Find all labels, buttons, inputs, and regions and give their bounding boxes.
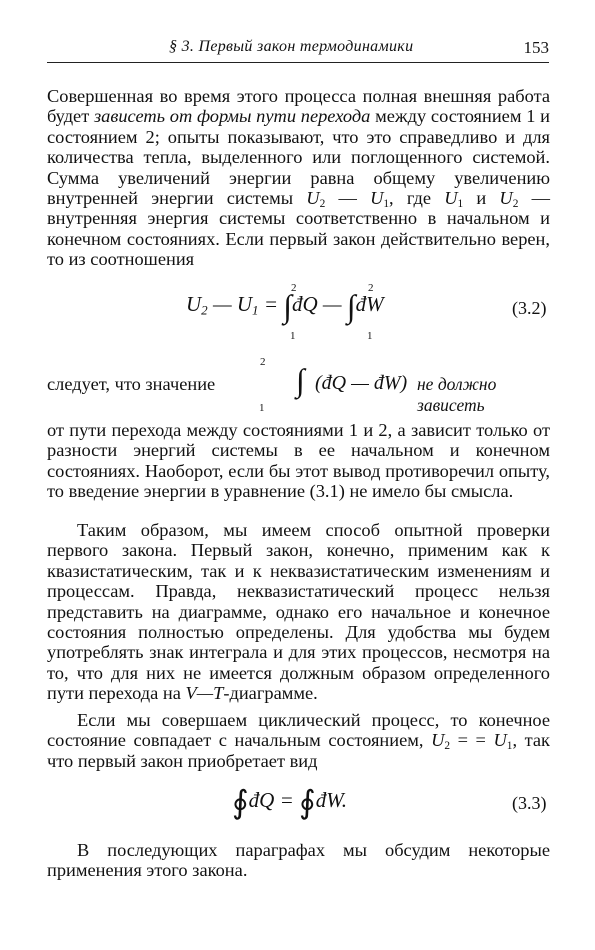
integral-sign: ∫ xyxy=(346,288,356,324)
paragraph-2: от пути перехода между состояниями 1 и 2, а зависит только от разности энергий системы в ее начальном и конечном состояниях. Наоборот, если бы этот вывод противоречил опыту, то введение энергии в уравнение (3.1) не имело бы смысла. xyxy=(47,420,550,502)
eq-term: đQ xyxy=(248,788,275,812)
p1-italic-phrase: зависеть от формы пути перехода xyxy=(93,106,371,127)
subscript: 2 xyxy=(444,740,451,753)
p4-text-2: = = xyxy=(450,730,494,751)
contour-integral-sign: ∮ xyxy=(299,784,316,820)
inline-expression: (đQ — đW) xyxy=(315,372,408,394)
paragraph-3 xyxy=(47,520,550,704)
integral-upper-limit: 2 xyxy=(291,282,297,294)
eq-symbol: U xyxy=(186,292,202,316)
subscript: 2 xyxy=(512,197,519,210)
contour-integral-sign: ∮ xyxy=(232,784,249,820)
p4-text-3: , так что первый закон приобретает вид xyxy=(47,730,550,771)
integral-upper-limit: 2 xyxy=(368,282,374,294)
integral-upper-limit: 2 xyxy=(260,356,266,368)
equation-3-3 xyxy=(232,784,348,820)
p1-text-3: , где xyxy=(389,188,445,209)
equation-number: (3.2) xyxy=(512,298,547,318)
subscript: 2 xyxy=(319,197,326,210)
paragraph-1 xyxy=(47,86,550,270)
eq-subscript: 2 xyxy=(201,302,208,318)
integral-lower-limit: 1 xyxy=(367,330,373,342)
eq-symbol: U xyxy=(236,292,253,316)
p3-text-2: -диаграмме. xyxy=(223,683,318,704)
header-rule xyxy=(47,62,549,63)
eq-operator: = xyxy=(258,292,284,316)
dash: — xyxy=(325,188,371,209)
symbol-u: U xyxy=(499,188,513,209)
symbol-u: U xyxy=(370,188,384,209)
paragraph-4 xyxy=(47,710,550,771)
inline-integral-line: следует, что значение ∫ (đQ — đW) не должно зависеть xyxy=(47,372,550,402)
p1-text-4: и xyxy=(463,188,500,209)
subscript: 1 xyxy=(383,197,390,210)
symbol-u: U xyxy=(444,188,458,209)
symbol-u: U xyxy=(306,188,320,209)
integral-sign: ∫ xyxy=(283,288,292,324)
eq-operator: = xyxy=(274,788,300,812)
p4-text-1: Если мы совершаем циклический процесс, то конечное состояние совпадает с начальным состоянием, xyxy=(47,710,550,751)
inline-text-before: следует, что значение xyxy=(47,374,216,394)
subscript: 1 xyxy=(457,197,464,210)
symbol-u: U xyxy=(431,730,445,751)
eq-operator: — xyxy=(207,292,237,316)
equation-3-2 xyxy=(186,288,384,324)
subscript: 1 xyxy=(506,740,513,753)
p1-text-2: между состоянием 1 и состоянием 2; опыты показывают, что это справедливо и для количества тепла, выделенного или поглощенного системой. Сумма увеличений энергии равна общему увеличению внутренней энергии системы xyxy=(47,106,550,209)
p1-text-5: — внутренняя энергия системы соответственно в начальном и конечном состояниях. Если первый закон действительно верен, то из соотношения xyxy=(47,188,550,270)
p3-text-1: Таким образом, мы имеем способ опытной проверки первого закона. Первый закон, конечно, применим как к квазистатическим, так и к неквазистатическим изменениям и процессам. Правда, неквазистатический процесс нельзя представить на диаграмме, однако его начальное и конечное состояния полностью определены. Для удобства мы будем употреблять знак интеграла и для этих процессов, несмотря на то, что для них не имеется должным образом определенного пути перехода на xyxy=(47,520,550,704)
eq-operator: — xyxy=(317,292,347,316)
page-header xyxy=(47,38,549,64)
eq-subscript: 1 xyxy=(252,302,259,318)
p1-text-1: Совершенная во время этого процесса полная внешняя работа будет xyxy=(47,86,550,127)
equation-number: (3.3) xyxy=(512,793,547,813)
eq-term: đQ xyxy=(292,292,318,316)
integral-lower-limit: 1 xyxy=(290,330,296,342)
paragraph-5: В последующих параграфах мы обсудим некоторые применения этого закона. xyxy=(47,840,550,881)
eq-term: đW. xyxy=(315,788,348,812)
symbol-u: U xyxy=(493,730,507,751)
p3-math-vt: V—T xyxy=(185,683,224,704)
inline-text-after: не должно зависеть xyxy=(417,374,497,415)
page-number: 153 xyxy=(523,38,549,57)
eq-term: đW xyxy=(355,292,384,316)
running-title: § 3. Первый закон термодинамики xyxy=(169,38,414,55)
integral-lower-limit: 1 xyxy=(259,402,265,414)
